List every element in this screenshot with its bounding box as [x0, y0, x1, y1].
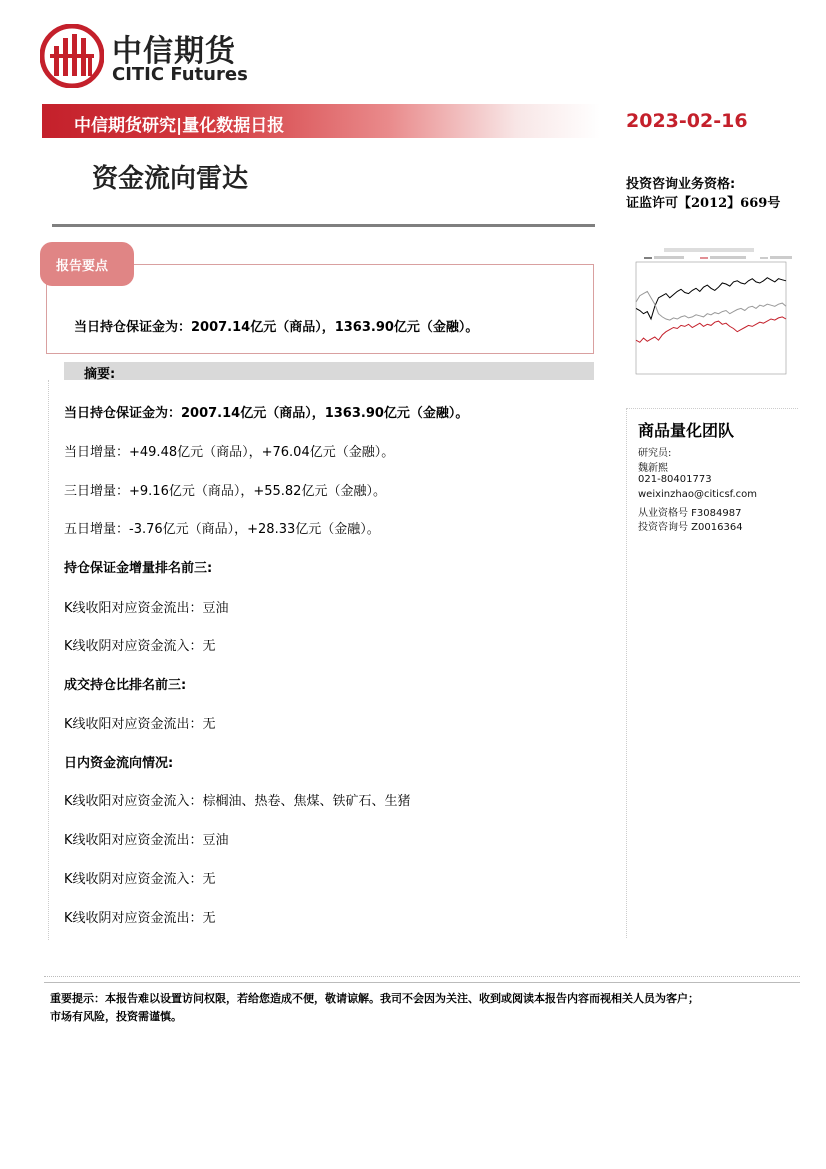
team-license-number: 从业资格号 F3084987 [638, 508, 742, 519]
summary-line: 当日增量：+49.48亿元（商品），+76.04亿元（金融）。 [64, 445, 395, 460]
chart-title-placeholder [664, 248, 754, 252]
team-role: 研究员: [638, 448, 672, 459]
qualification-value: 证监许可【2012】669号 [626, 196, 781, 211]
summary-heading: 持仓保证金增量排名前三: [64, 561, 213, 576]
legend-text-gray [770, 256, 792, 259]
team-email[interactable]: weixinzhao@citicsf.com [638, 489, 757, 500]
footer-dotted-divider [44, 976, 800, 977]
summary-line: K线收阴对应资金流入：无 [64, 639, 216, 654]
brand-name-cn: 中信期货 [112, 34, 236, 69]
key-points-text: 当日持仓保证金为：2007.14亿元（商品），1363.90亿元（金融）。 [74, 320, 479, 335]
summary-heading: 日内资金流向情况: [64, 756, 174, 771]
summary-label: 摘要: [84, 367, 116, 382]
chart-series-line-2 [636, 291, 786, 320]
summary-line: K线收阴对应资金流出：无 [64, 911, 216, 926]
summary-line: 五日增量：-3.76亿元（商品），+28.33亿元（金融）。 [64, 522, 380, 537]
important-notice: 重要提示：本报告难以设置访问权限，若给您造成不便，敬请谅解。我司不会因为关注、收到或阅读本报告内容而视相关人员为客户； [50, 992, 699, 1005]
summary-heading: 成交持仓比排名前三: [64, 678, 187, 693]
footer-divider [44, 982, 800, 983]
left-divider [48, 380, 49, 940]
legend-text-black [654, 256, 684, 259]
team-phone: 021-80401773 [638, 474, 712, 485]
summary-line: K线收阳对应资金流出：豆油 [64, 833, 229, 848]
summary-line: K线收阳对应资金流出：无 [64, 717, 216, 732]
important-notice-risk: 市场有风险，投资需谨慎。 [50, 1010, 182, 1023]
brand-name-en: CITIC Futures [112, 64, 248, 85]
report-date: 2023-02-16 [626, 110, 748, 132]
team-left-divider [626, 408, 627, 938]
legend-text-red [710, 256, 746, 259]
team-advisory-number: 投资咨询号 Z0016364 [638, 522, 743, 533]
title-divider [52, 224, 595, 227]
chart-legend [644, 256, 792, 259]
summary-line: 当日持仓保证金为：2007.14亿元（商品），1363.90亿元（金融）。 [64, 406, 469, 421]
key-points-tab-label: 报告要点 [56, 259, 109, 274]
summary-line: 三日增量：+9.16亿元（商品），+55.82亿元（金融）。 [64, 484, 386, 499]
margin-trend-chart [624, 244, 796, 384]
qualification-label: 投资咨询业务资格: [626, 177, 736, 192]
summary-line: K线收阳对应资金流入：棕榈油、热卷、焦煤、铁矿石、生猪 [64, 794, 411, 809]
summary-line: K线收阳对应资金流出：豆油 [64, 601, 229, 616]
team-title: 商品量化团队 [638, 421, 735, 440]
chart-plot-area [636, 262, 786, 374]
chart-series-line-1 [636, 317, 786, 342]
header-band-title: 中信期货研究|量化数据日报 [74, 116, 285, 136]
summary-line: K线收阴对应资金流入：无 [64, 872, 216, 887]
team-top-divider [626, 408, 798, 409]
page-title: 资金流向雷达 [92, 164, 249, 194]
team-researcher-name: 魏新熙 [638, 463, 668, 474]
summary-bar [64, 362, 594, 380]
citic-logo-icon [40, 24, 104, 88]
